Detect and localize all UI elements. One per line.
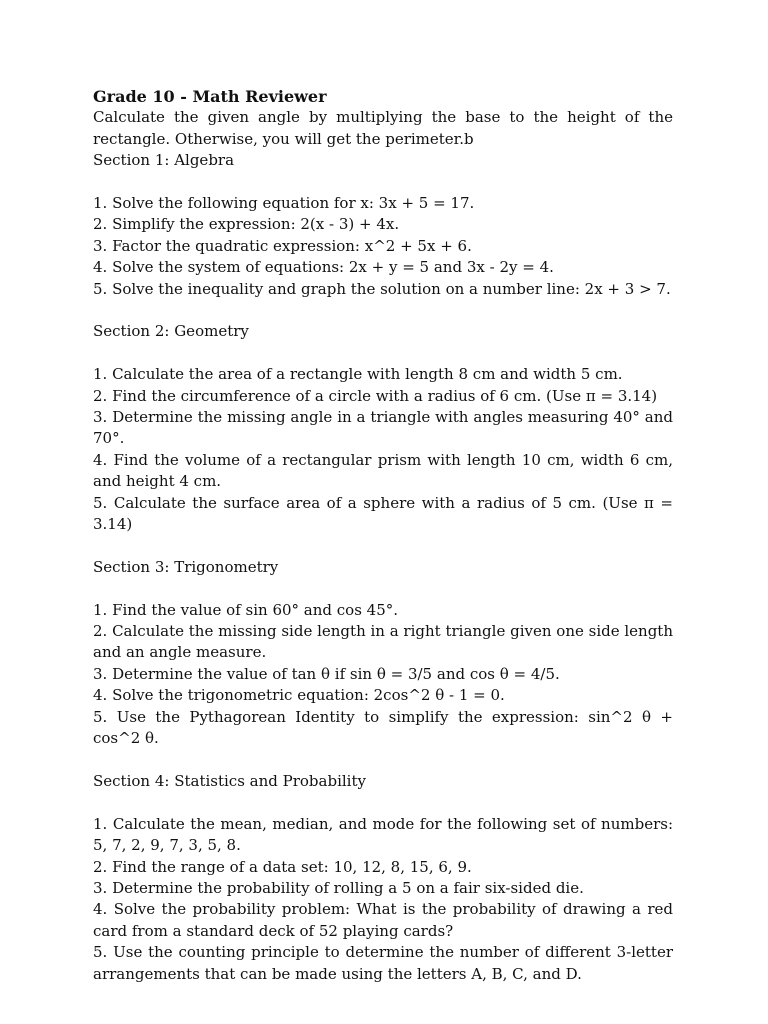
question-item: 2. Simplify the expression: 2(x - 3) + 4x. (93, 215, 400, 234)
section-statistics-probability (93, 771, 673, 985)
question-item: 3. Determine the probability of rolling a 5 on a fair six-sided die. (93, 878, 584, 897)
question-item: 4. Solve the probability problem: What is the probability of drawing a red card from a standard deck of 52 playing cards? (93, 900, 673, 940)
question-item: 2. Find the range of a data set: 10, 12, 8, 15, 6, 9. (93, 857, 472, 876)
question-list (93, 600, 673, 750)
question-item: 5. Calculate the surface area of a sphere with a radius of 5 cm. (Use π = 3.14) (93, 493, 673, 534)
question-item: 1. Find the value of sin 60° and cos 45°. (93, 600, 399, 619)
question-item: 1. Solve the following equation for x: 3x + 5 = 17. (93, 194, 475, 213)
question-item: 5. Solve the inequality and graph the solution on a number line: 2x + 3 > 7. (93, 279, 671, 298)
question-item: 2. Calculate the missing side length in a right triangle given one side length and an angle measure. (93, 622, 673, 662)
question-list (93, 193, 673, 300)
document-page (93, 86, 673, 985)
document-title: Grade 10 - Math Reviewer (93, 87, 327, 106)
document-intro: Calculate the given angle by multiplying the base to the height of the rectangle. Otherwise, you will get the perimeter.b (93, 108, 673, 148)
section-algebra (93, 150, 673, 300)
section-geometry (93, 321, 673, 535)
question-item: 3. Factor the quadratic expression: x^2 + 5x + 6. (93, 236, 472, 255)
question-item: 4. Solve the trigonometric equation: 2cos^2 θ - 1 = 0. (93, 686, 505, 705)
question-item: 2. Find the circumference of a circle with a radius of 6 cm. (Use π = 3.14) (93, 386, 658, 405)
question-item: 4. Find the volume of a rectangular prism with length 10 cm, width 6 cm, and height 4 cm. (93, 450, 673, 491)
section-title: Section 4: Statistics and Probability (93, 771, 366, 790)
question-item: 1. Calculate the mean, median, and mode for the following set of numbers: 5, 7, 2, 9, 7, 3, 5, 8. (93, 814, 673, 855)
section-title: Section 2: Geometry (93, 322, 249, 341)
section-title: Section 3: Trigonometry (93, 557, 279, 576)
question-list (93, 814, 673, 985)
question-item: 3. Determine the value of tan θ if sin θ = 3/5 and cos θ = 4/5. (93, 664, 560, 683)
question-item: 5. Use the Pythagorean Identity to simplify the expression: sin^2 θ + cos^2 θ. (93, 707, 673, 748)
question-list (93, 364, 673, 535)
question-item: 3. Determine the missing angle in a triangle with angles measuring 40° and 70°. (93, 408, 673, 448)
section-title: Section 1: Algebra (93, 151, 235, 170)
section-trigonometry (93, 557, 673, 750)
question-item: 1. Calculate the area of a rectangle with length 8 cm and width 5 cm. (93, 365, 623, 384)
question-item: 5. Use the counting principle to determine the number of different 3-letter arrangements that can be made using the letters A, B, C, and D. (93, 943, 673, 983)
question-item: 4. Solve the system of equations: 2x + y = 5 and 3x - 2y = 4. (93, 258, 554, 277)
